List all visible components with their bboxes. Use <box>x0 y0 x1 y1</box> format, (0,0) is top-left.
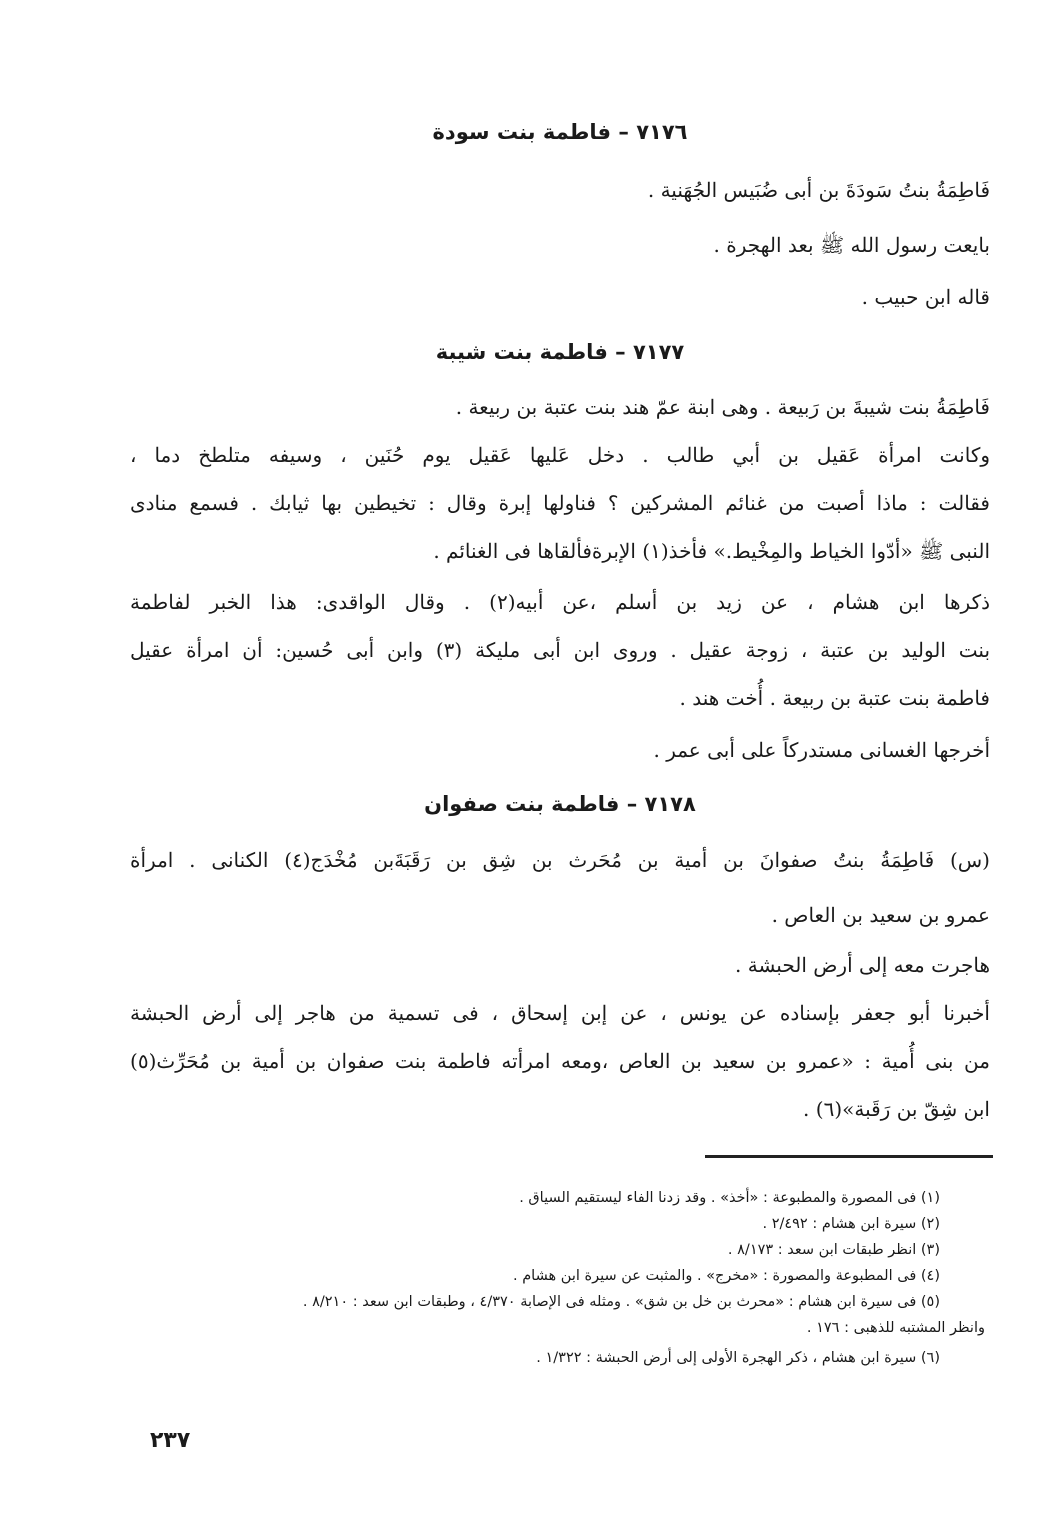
text-line: فَاطِمَةُ بنت شيبةَ بن رَبيعة . وهى ابنة عمّ هند بنت عتبة بن ربيعة . <box>455 395 990 419</box>
text-line: أخرجها الغسانى مستدركاً على أبى عمر . <box>653 738 990 762</box>
footnote-separator <box>705 1155 993 1158</box>
entry-heading-7177: ٧١٧٧ – فاطمة بنت شيبة <box>435 340 685 364</box>
entry-7178-paragraph-1 <box>130 850 990 933</box>
entry-7177-paragraph-4 <box>180 740 990 768</box>
footnote-2: (٢) سيرة ابن هشام : ٢/٤٩٢ . <box>762 1216 940 1232</box>
entry-heading-7176: ٧١٧٦ – فاطمة بنت سودة <box>432 120 688 144</box>
text-line: فاطمة بنت عتبة بن ربيعة . أُخت هند . <box>679 686 990 710</box>
text-line: أخبرنا أبو جعفر بإسناده عن يونس ، عن إبن إسحاق ، فى تسمية من هاجر إلى أرض الحبشة <box>130 1001 990 1025</box>
footnote-6: (٦) سيرة ابن هشام ، ذكر الهجرة الأولى إلى أرض الحبشة : ١/٣٢٢ . <box>536 1350 940 1366</box>
footnote-3: (٣) انظر طبقات ابن سعد : ٨/١٧٣ . <box>727 1242 940 1258</box>
text-line: (س) فَاطِمَةُ بنتُ صفوانَ بن أمية بن مُحَرث بن شِق بن رَقَبَةَبن مُخْدَج(٤) الكنانى . امرأة <box>130 848 990 872</box>
text-line: فَاطِمَةُ بنتُ سَودَةَ بن أبى ضُبَيس الجُهَنية . <box>647 178 990 202</box>
entry-7177-paragraph-3 <box>130 592 990 716</box>
entry-7178-paragraph-3 <box>130 1003 990 1127</box>
text-line: ذكرها ابن هشام ، عن زيد بن أسلم ،عن أبيه(٢) . وقال الواقدى: هذا الخبر لفاطمة <box>130 590 990 614</box>
text-line: النبى ﷺ «أدّوا الخياط والمِخْيط.» فأخذ(١) الإبرةفألقاها فى الغنائم . <box>433 539 990 563</box>
footnote-1: (١) فى المصورة والمطبوعة : «أخذ» . وقد زدنا الفاء ليستقيم السياق . <box>519 1190 940 1206</box>
entry-7177-paragraph-2 <box>130 445 990 569</box>
text-line: فقالت : ماذا أصبت من غنائم المشركين ؟ فناولها إبرة وقال : تخيطين بها ثيابك . فسمع منادى <box>130 491 990 515</box>
entry-heading-7178: ٧١٧٨ – فاطمة بنت صفوان <box>424 792 696 816</box>
entry-7176-paragraph-3 <box>180 287 990 315</box>
text-line: هاجرت معه إلى أرض الحبشة . <box>735 953 990 977</box>
entry-7178-paragraph-2 <box>180 955 990 983</box>
page-number: ٢٣٧ <box>150 1428 191 1453</box>
footnote-4: (٤) فى المطبوعة والمصورة : «مخرج» . والمثبت عن سيرة ابن هشام . <box>512 1268 940 1284</box>
footnote-5: (٥) فى سيرة ابن هشام : «محرث بن خل بن شق» . ومثله فى الإصابة ٤/٣٧٠ ، وطبقات ابن سعد : ٨/٢١٠ . <box>302 1294 940 1310</box>
footnote-5-continuation: وانظر المشتبه للذهبى : ١٧٦ . <box>806 1320 985 1336</box>
text-line: بنت الوليد بن عتبة ، زوجة عقيل . وروى ابن أبى مليكة (٣) وابن أبى حُسين: أن امرأة عقيل <box>130 638 991 662</box>
text-line: قاله ابن حبيب . <box>861 285 990 309</box>
entry-7177-paragraph-1 <box>180 397 990 425</box>
entry-7176-paragraph-2 <box>180 235 990 263</box>
text-line: وكانت امرأة عَقيل بن أبي طالب . دخل عَليها عَقيل يوم حُنَين ، وسيفه متلطخ دما ، <box>130 443 990 467</box>
text-line: ابن شِقّ بن رَقَبة»(٦) . <box>803 1097 990 1121</box>
text-line: عمرو بن سعيد بن العاص . <box>771 903 990 927</box>
text-line: من بنى أُمية : «عمرو بن سعيد بن العاص ،ومعه امرأته فاطمة بنت صفوان بن أمية بن مُحَرِّث(٥) <box>130 1049 990 1073</box>
entry-7176-paragraph-1 <box>180 180 990 208</box>
footnotes <box>130 1185 985 1371</box>
text-line: بايعت رسول الله ﷺ بعد الهجرة . <box>713 233 990 257</box>
